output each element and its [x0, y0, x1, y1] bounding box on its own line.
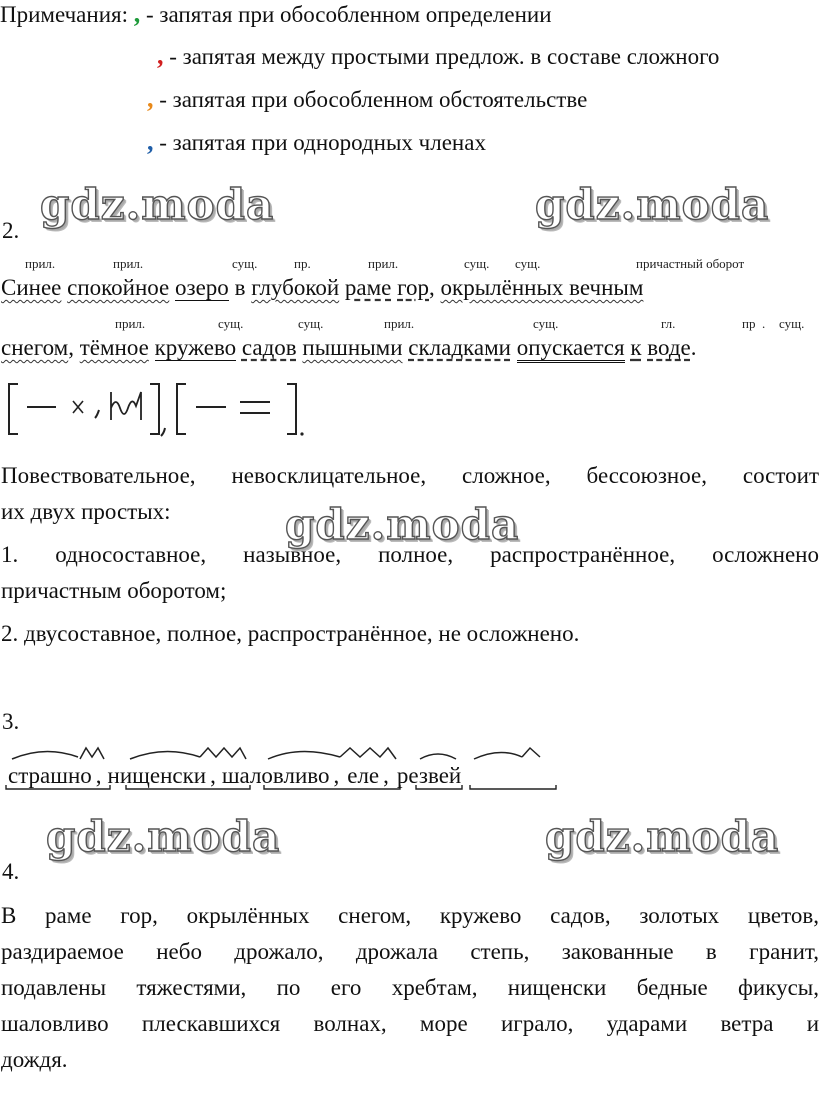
bracket-open-shape	[177, 384, 186, 434]
pos-label: прил.	[384, 316, 415, 331]
bracket-close-shape	[150, 384, 159, 434]
pos-label: пр	[742, 316, 756, 331]
separator: ,	[95, 763, 102, 788]
pos-label: прил.	[113, 256, 144, 271]
notes-title-row	[0, 0, 552, 29]
blue-comma: ,	[147, 127, 154, 156]
word: к	[630, 335, 642, 360]
watermark: gdz.moda	[535, 180, 770, 229]
word-subject: кружево	[154, 335, 237, 360]
orange-comma: ,	[147, 84, 154, 113]
text-line: раздираемое небо дрожало, дрожала степь, закованные в гранит,	[1, 939, 819, 964]
note-row	[147, 128, 486, 157]
separator-comma-shape	[161, 428, 165, 436]
pos-label: гл.	[661, 316, 676, 331]
red-comma: ,	[157, 41, 164, 70]
note-text: - запятая между простыми предлож. в составе сложного	[163, 44, 720, 69]
word: спокойное	[67, 275, 170, 300]
text-line: шаловливо плескавшихся волнах, море играло, ударами ветра и	[1, 1011, 819, 1036]
separator: ,	[333, 763, 340, 788]
note-text: - запятая при обособленном определении	[140, 2, 552, 27]
scheme-drawing	[4, 380, 324, 440]
separator: ,	[383, 763, 389, 788]
comma: ,	[429, 275, 435, 300]
word: тёмное	[79, 335, 149, 360]
pos-label: прил.	[368, 256, 399, 271]
word: глубокой	[251, 275, 340, 300]
description-line: их двух простых:	[1, 499, 171, 524]
word: страшно	[8, 763, 92, 788]
part-1-line: 1. односоставное, назывное, полное, распространённое, осложнено	[1, 542, 819, 567]
pos-label: причастный оборот	[636, 256, 745, 271]
participial-phrase: снегом	[1, 335, 69, 360]
word-subject: озеро	[175, 275, 229, 300]
text-line: дождя.	[1, 1047, 68, 1072]
pos-label: сущ.	[533, 316, 559, 331]
pos-label: прил.	[115, 316, 146, 331]
pos-label: сущ.	[515, 256, 541, 271]
watermark: gdz.moda	[40, 180, 275, 229]
word: еле	[347, 763, 380, 788]
pos-label: прил.	[25, 256, 56, 271]
word: в	[234, 275, 246, 300]
sentence-line-1	[1, 274, 643, 302]
text-line: В раме гор, окрылённых снегом, кружево садов, золотых цветов,	[1, 903, 819, 928]
pos-label: сущ.	[779, 316, 805, 331]
pos-label: сущ.	[298, 316, 324, 331]
word: складками	[408, 335, 511, 360]
pos-label: сущ.	[232, 256, 258, 271]
period: .	[690, 335, 697, 360]
section-number: 4.	[2, 859, 20, 884]
part-2-line: 2. двусоставное, полное, распространённое, не осложнено.	[1, 621, 580, 646]
word-predicate: опускается	[517, 335, 625, 363]
sentence-line-2	[1, 334, 696, 362]
note-text: - запятая при однородных членах	[153, 130, 486, 155]
word: гор	[397, 275, 430, 300]
watermark: gdz.moda	[285, 500, 520, 549]
comma: ,	[68, 335, 74, 360]
section-number: 3.	[2, 709, 20, 734]
word: воде	[647, 335, 691, 360]
word: пышными	[302, 335, 403, 360]
word: Синее	[1, 275, 62, 300]
participial-phrase: окрылённых вечным	[440, 275, 644, 300]
morpheme-words	[8, 762, 461, 790]
bracket-open-shape	[9, 384, 18, 434]
text-line: подавлены тяжестями, по его хребтам, нищенски бедные фикусы,	[1, 975, 819, 1000]
separator: ,	[210, 763, 216, 788]
pos-label: сущ.	[218, 316, 244, 331]
notes-title: Примечания:	[0, 2, 128, 27]
pos-label: .	[762, 316, 766, 331]
word: шаловливо	[221, 763, 330, 788]
note-text: - запятая при обособленном обстоятельстве	[153, 87, 588, 112]
pos-label: сущ.	[464, 256, 490, 271]
watermark: gdz.moda	[46, 812, 281, 861]
word: садов	[241, 335, 297, 360]
green-comma: ,	[133, 0, 141, 28]
note-row	[157, 42, 719, 71]
section-number: 2.	[2, 218, 20, 243]
bracket-close-shape	[287, 384, 296, 434]
note-row	[147, 85, 587, 114]
description-line: Повествовательное, невосклицательное, сложное, бессоюзное, состоит	[1, 463, 819, 488]
part-1-line: причастным оборотом;	[1, 578, 227, 603]
word: резвей	[396, 763, 462, 788]
wavy-group-shape	[111, 392, 141, 420]
comma-shape	[95, 410, 99, 418]
sentence-scheme	[4, 380, 324, 445]
word: раме	[344, 275, 392, 300]
watermark: gdz.moda	[545, 812, 780, 861]
period-shape	[300, 432, 303, 435]
word: нищенски	[107, 763, 207, 788]
pos-label: пр.	[294, 256, 311, 271]
